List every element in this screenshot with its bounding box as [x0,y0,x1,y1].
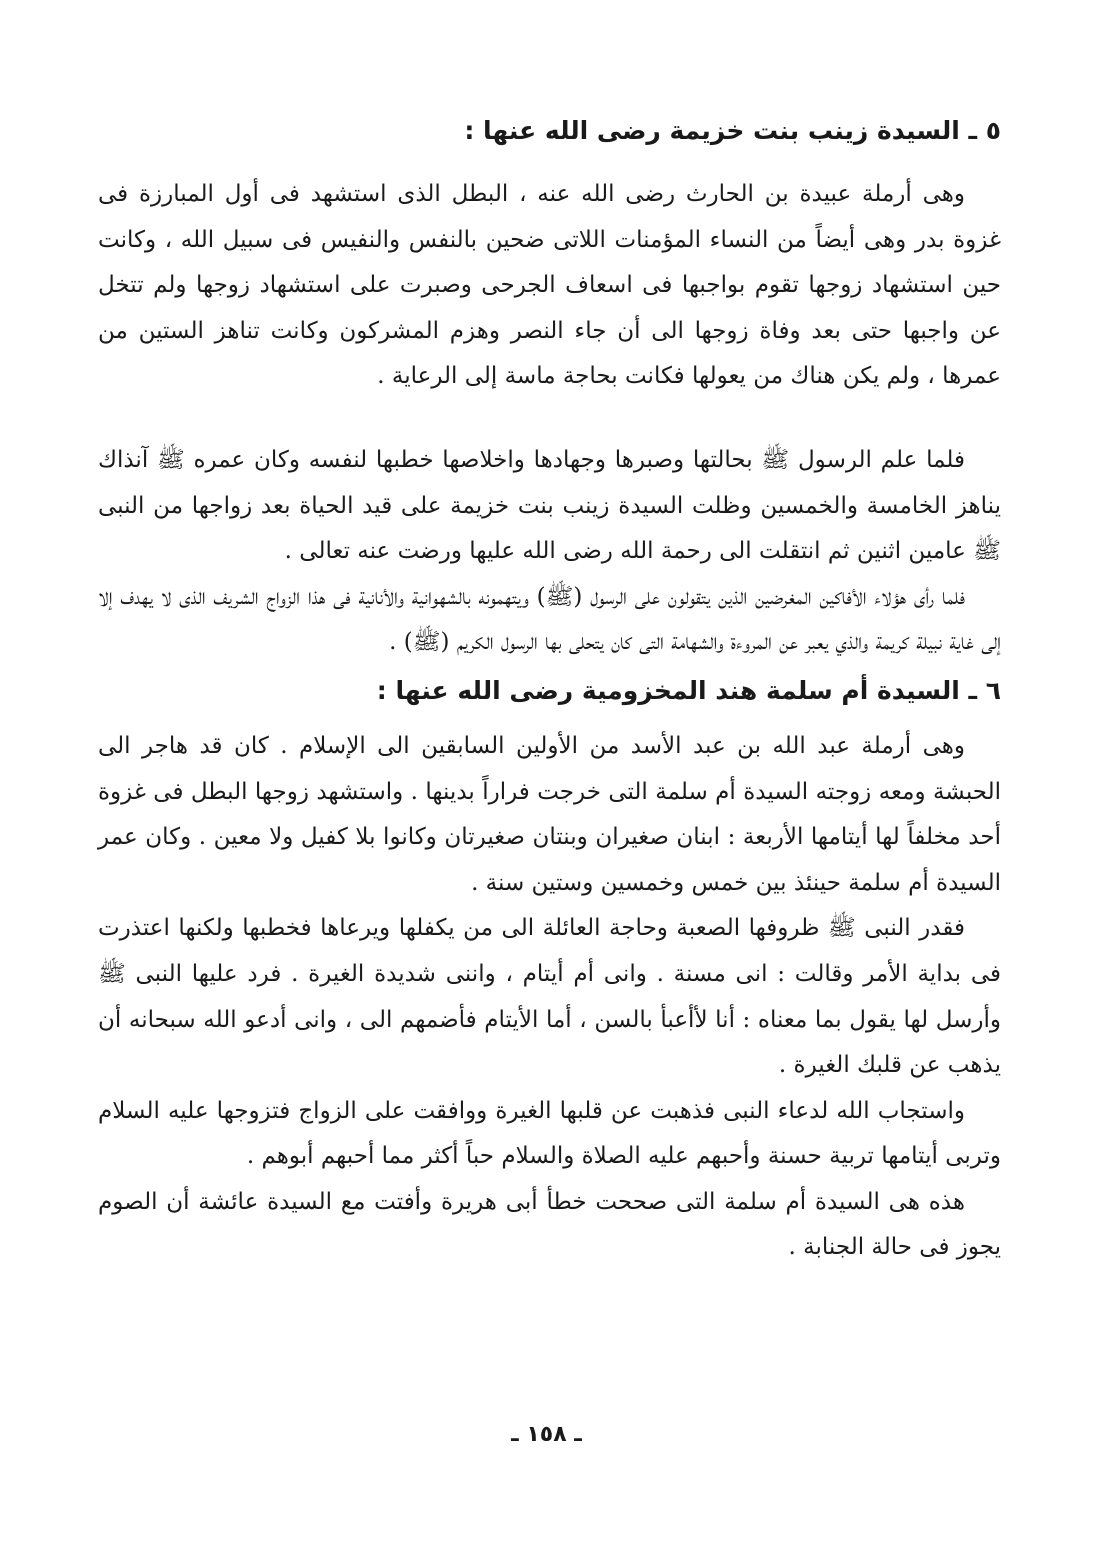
page-number: ـ ١٥٨ ـ [511,1422,582,1447]
section-5-heading: ٥ ـ السيدة زينب بنت خزيمة رضى الله عنها : [464,116,1001,145]
section-6-heading: ٦ ـ السيدة أم سلمة هند المخزومية رضى الله عنها : [376,675,1001,705]
section-5-paragraph-3: فلما رأى هؤلاء الأفاكين المغرضين الذين يتقولون على الرسول (ﷺ) ويتهمونه بالشهوانية والأنانية فى هذا الزواج الشريف الذى لا يهدف إلا إلى غاية نبيلة كريمة والذي يعبر عن المروءة والشهامة التى كان يتحلى بها الرسول الكريم (ﷺ) . [98,583,1001,656]
section-6-paragraph-1: وهى أرملة عبد الله بن عبد الأسد من الأولين السابقين الى الإسلام . كان قد هاجر الى الحبشة ومعه زوجته السيدة أم سلمة التى خرجت فراراً بدينها . واستشهد زوجها البطل فى غزوة أحد مخلفاً لها أيتامها الأربعة : ابنان صغيران وبنتان صغيرتان وكانوا بلا كفيل ولا معين . وكان عمر السيدة أم سلمة حينئذ بين خمس وخمسين وستين سنة . [98,732,1001,896]
section-5-paragraph-2: فلما علم الرسول ﷺ بحالتها وصبرها وجهادها واخلاصها خطبها لنفسه وكان عمره ﷺ آنذاك يناهز الخامسة والخمسين وظلت السيدة زينب بنت خزيمة على قيد الحياة بعد زواجها من النبى ﷺ عامين اثنين ثم انتقلت الى رحمة الله رضى الله عليها ورضت عنه تعالى . [98,446,1001,565]
section-6-paragraph-4: هذه هى السيدة أم سلمة التى صححت خطأ أبى هريرة وأفتت مع السيدة عائشة أن الصوم يجوز فى حالة الجنابة . [98,1188,1001,1261]
section-6-paragraph-3: واستجاب الله لدعاء النبى فذهبت عن قلبها الغيرة ووافقت على الزواج فتزوجها عليه السلام وتربى أيتامها تربية حسنة وأحبهم عليه الصلاة والسلام حباً أكثر مما أحبهم أبوهم . [98,1097,1001,1170]
section-6-paragraph-2: فقدر النبى ﷺ ظروفها الصعبة وحاجة العائلة الى من يكفلها ويرعاها فخطبها ولكنها اعتذرت فى بداية الأمر وقالت : انى مسنة . وانى أم أيتام ، واننى شديدة الغيرة . فرد عليها النبى ﷺ وأرسل لها يقول بما معناه : أنا لأأعبأ بالسن ، أما الأيتام فأضمهم الى ، وانى أدعو الله سبحانه أن يذهب عن قلبك الغيرة . [98,915,1001,1079]
section-5-paragraph-1: وهى أرملة عبيدة بن الحارث رضى الله عنه ، البطل الذى استشهد فى أول المبارزة فى غزوة بدر وهى أيضاً من النساء المؤمنات اللاتى ضحين بالنفس والنفيس فى سبيل الله ، وكانت حين استشهاد زوجها تقوم بواجبها فى اسعاف الجرحى وصبرت على استشهاد زوجها ولم تتخل عن واجبها حتى بعد وفاة زوجها الى أن جاء النصر وهزم المشركون وكانت تناهز الستين من عمرها ، ولم يكن هناك من يعولها فكانت بحاجة ماسة إلى الرعاية . [98,181,1001,390]
